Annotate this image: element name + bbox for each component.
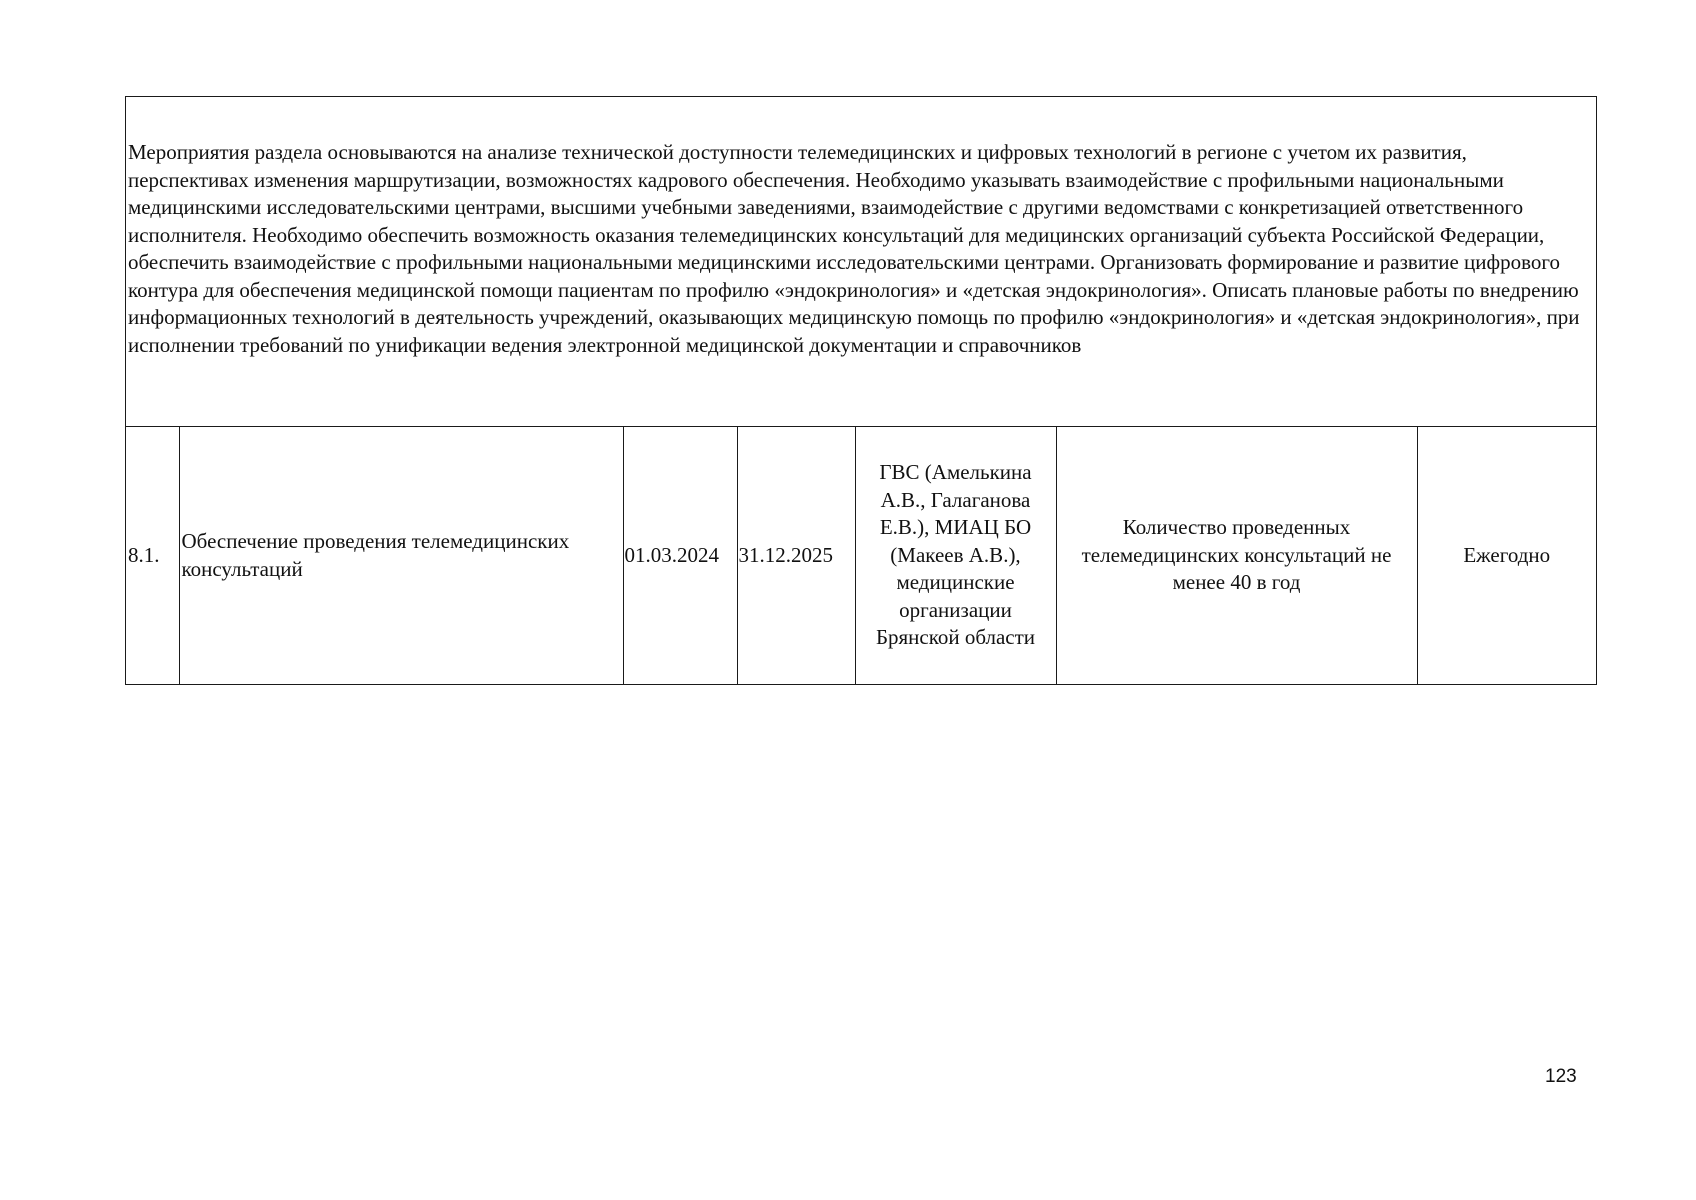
result-indicator: Количество проведенных телемедицинских консультаций не менее 40 в год [1056,427,1417,684]
start-date: 01.03.2024 [623,427,737,684]
responsible-executors: ГВС (Амелькина А.В., Галаганова Е.В.), МИАЦ БО (Макеев А.В.), медицинские организации Брянской области [855,427,1056,684]
activities-table [126,427,1596,684]
plan-table [125,96,1597,685]
section-description: Мероприятия раздела основываются на анализе технической доступности телемедицинских и цифровых технологий в регионе с учетом их развития, перспективах изменения маршрутизации, возможностях кадрового обеспечения. Необходимо указывать взаимодействие с профильными национальными медицинскими исследовательскими центрами, высшими учебными заведениями, взаимодействие с другими ведомствами с конкретизацией ответственного исполнителя. Необходимо обеспечить возможность оказания телемедицинских консультаций для медицинских организаций субъекта Российской Федерации, обеспечить взаимодействие с профильными национальными медицинскими исследовательскими центрами. Организовать формирование и развитие цифрового контура для обеспечения медицинской помощи пациентам по профилю «эндокринология» и «детская эндокринология». Описать плановые работы по внедрению информационных технологий в деятельность учреждений, оказывающих медицинскую помощь по профилю «эндокринология» и «детская эндокринология», при исполнении требований по унификации ведения электронной медицинской документации и справочников [126,97,1596,427]
end-date: 31.12.2025 [737,427,855,684]
periodicity: Ежегодно [1463,542,1551,567]
row-number: 8.1. [126,427,179,684]
activity-name: Обеспечение проведения телемедицинских консультаций [179,427,623,684]
table-row [126,427,1596,684]
page-number: 123 [1545,1066,1577,1087]
